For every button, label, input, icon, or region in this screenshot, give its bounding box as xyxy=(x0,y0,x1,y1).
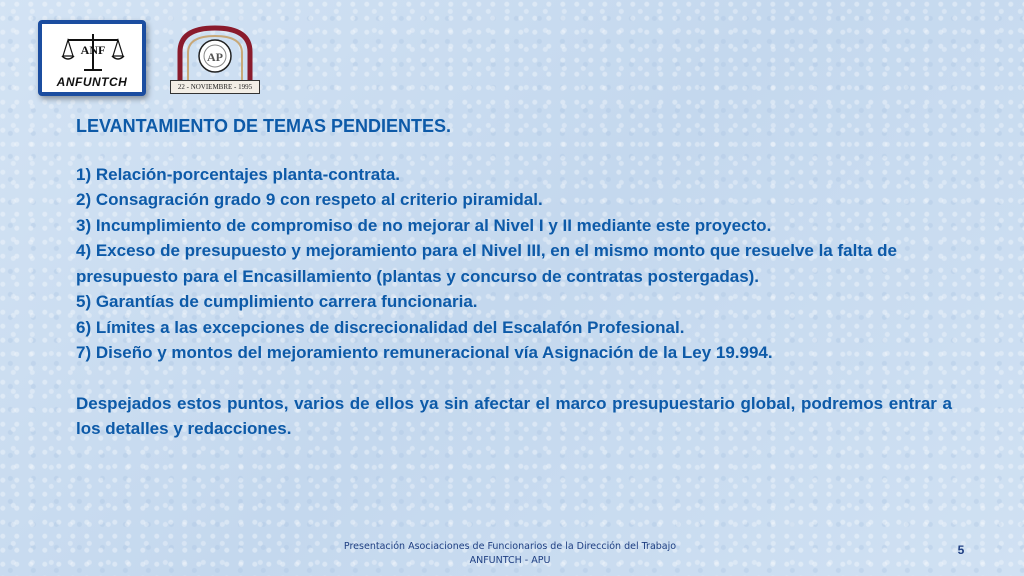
footer-line-2: ANFUNTCH - APU xyxy=(469,555,551,566)
list-item: 2) Consagración grado 9 con respeto al criterio piramidal. xyxy=(76,190,543,209)
scales-of-justice-icon xyxy=(60,30,126,76)
anfuntch-monogram: ANF xyxy=(80,43,106,57)
seal-date: 22 - NOVIEMBRE - 1995 xyxy=(170,80,260,94)
pending-items-list xyxy=(76,162,952,366)
seal-monogram: AP xyxy=(207,50,223,64)
list-item: 4) Exceso de presupuesto y mejoramiento para el Nivel III, en el mismo monto que resuelve la falta de presupuesto para el Encasillamiento (plantas y concurso de contratas postergadas). xyxy=(76,241,897,286)
list-item: 7) Diseño y montos del mejoramiento remuneracional vía Asignación de la Ley 19.994. xyxy=(76,343,773,362)
anfuntch-label: ANFUNTCH xyxy=(56,75,128,89)
slide-content xyxy=(76,114,952,442)
seal-emblem-icon xyxy=(170,22,260,82)
list-item: 6) Límites a las excepciones de discrecionalidad del Escalafón Profesional. xyxy=(76,317,685,337)
list-item: 1) Relación-porcentajes planta-contrata. xyxy=(76,164,401,184)
page-number: 5 xyxy=(957,543,965,557)
list-item: 3) Incumplimiento de compromiso de no mejorar al Nivel I y II mediante este proyecto. xyxy=(76,215,772,235)
list-item: 5) Garantías de cumplimiento carrera funcionaria. xyxy=(76,292,478,311)
anfuntch-logo xyxy=(38,20,146,96)
apu-seal-logo xyxy=(170,22,260,94)
footer xyxy=(300,540,720,568)
closing-paragraph: Despejados estos puntos, varios de ellos ya sin afectar el marco presupuestario global, podremos entrar a los detalles y redacciones. xyxy=(76,393,952,438)
footer-line-1: Presentación Asociaciones de Funcionarios de la Dirección del Trabajo xyxy=(343,541,677,552)
slide-title: LEVANTAMIENTO DE TEMAS PENDIENTES. xyxy=(76,116,452,136)
